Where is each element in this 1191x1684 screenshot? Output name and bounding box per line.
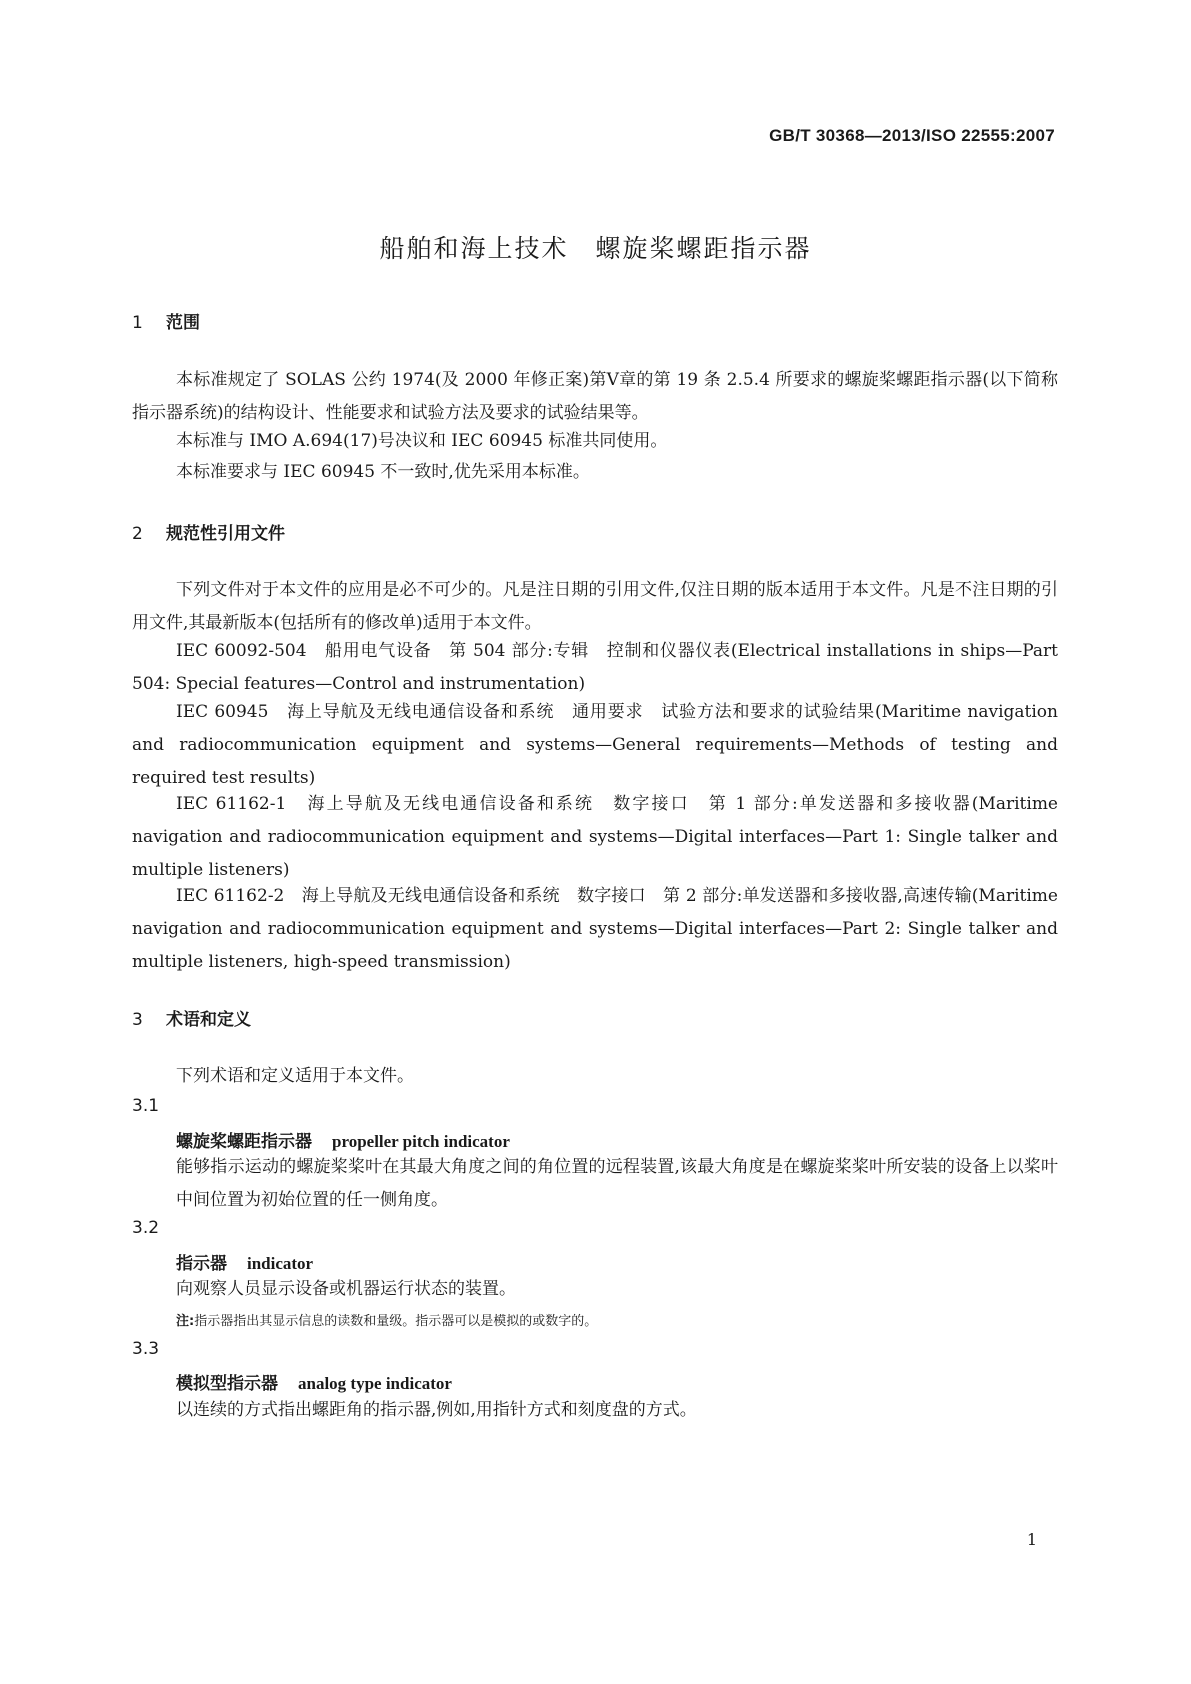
term-en: propeller pitch indicator (332, 1132, 510, 1151)
section-title: 规范性引用文件 (166, 524, 285, 544)
paragraph: 下列术语和定义适用于本文件。 (176, 1066, 414, 1086)
reference-entry: IEC 60945 海上导航及无线电通信设备和系统 通用要求 试验方法和要求的试验结果(Maritime navigation and radiocommunication equipment and systems—General requirements—Methods of testing and required test results) (132, 702, 1058, 788)
term-number: 3.1 (132, 1096, 160, 1116)
term-number: 3.2 (132, 1218, 160, 1238)
note-label: 注: (176, 1314, 195, 1329)
term-heading (176, 1249, 313, 1274)
standard-code: GB/T 30368—2013/ISO 22555:2007 (769, 126, 1055, 145)
term-number: 3.3 (132, 1339, 160, 1359)
term-definition: 向观察人员显示设备或机器运行状态的装置。 (176, 1279, 516, 1299)
reference-entry: IEC 61162-2 海上导航及无线电通信设备和系统 数字接口 第 2 部分:单发送器和多接收器,高速传输(Maritime navigation and radiocommunication equipment and systems—Digital interfaces—Part 2: Single talker and multiple listeners, high-speed transmission) (132, 886, 1058, 972)
term-heading (176, 1127, 510, 1152)
reference-entry: IEC 61162-1 海上导航及无线电通信设备和系统 数字接口 第 1 部分:单发送器和多接收器(Maritime navigation and radiocommunication equipment and systems—Digital interfaces—Part 1: Single talker and multiple listeners) (132, 794, 1058, 880)
term-en: analog type indicator (298, 1374, 452, 1393)
term-definition: 以连续的方式指出螺距角的指示器,例如,用指针方式和刻度盘的方式。 (176, 1400, 697, 1420)
section-number: 1 (132, 313, 143, 333)
term-note (176, 1310, 597, 1329)
page-number: 1 (1026, 1530, 1037, 1549)
section-2-heading (132, 519, 285, 544)
term-en: indicator (247, 1254, 314, 1273)
section-number: 2 (132, 524, 143, 544)
term-zh: 模拟型指示器 (176, 1374, 278, 1394)
section-1-heading (132, 308, 200, 333)
paragraph: 本标准规定了 SOLAS 公约 1974(及 2000 年修正案)第Ⅴ章的第 19 条 2.5.4 所要求的螺旋桨螺距指示器(以下简称指示器系统)的结构设计、性能要求和试验方法及要求的试验结果等。 (132, 370, 1058, 423)
reference-entry: IEC 60092-504 船用电气设备 第 504 部分:专辑 控制和仪器仪表(Electrical installations in ships—Part 504: Special features—Control and instrumentation) (132, 641, 1058, 694)
section-number: 3 (132, 1010, 143, 1030)
paragraph: 下列文件对于本文件的应用是必不可少的。凡是注日期的引用文件,仅注日期的版本适用于本文件。凡是不注日期的引用文件,其最新版本(包括所有的修改单)适用于本文件。 (132, 580, 1058, 633)
term-definition: 能够指示运动的螺旋桨桨叶在其最大角度之间的角位置的远程装置,该最大角度是在螺旋桨桨叶所安装的设备上以桨叶中间位置为初始位置的任一侧角度。 (176, 1157, 1058, 1210)
section-title: 范围 (166, 313, 200, 333)
term-heading (176, 1369, 452, 1394)
term-zh: 指示器 (176, 1254, 227, 1274)
document-title: 船舶和海上技术 螺旋桨螺距指示器 (379, 234, 812, 263)
section-title: 术语和定义 (166, 1010, 251, 1030)
note-text: 指示器指出其显示信息的读数和量级。指示器可以是模拟的或数字的。 (194, 1314, 598, 1329)
paragraph: 本标准与 IMO A.694(17)号决议和 IEC 60945 标准共同使用。 (176, 431, 668, 451)
paragraph: 本标准要求与 IEC 60945 不一致时,优先采用本标准。 (176, 462, 590, 482)
term-zh: 螺旋桨螺距指示器 (176, 1132, 312, 1152)
section-3-heading (132, 1005, 251, 1030)
